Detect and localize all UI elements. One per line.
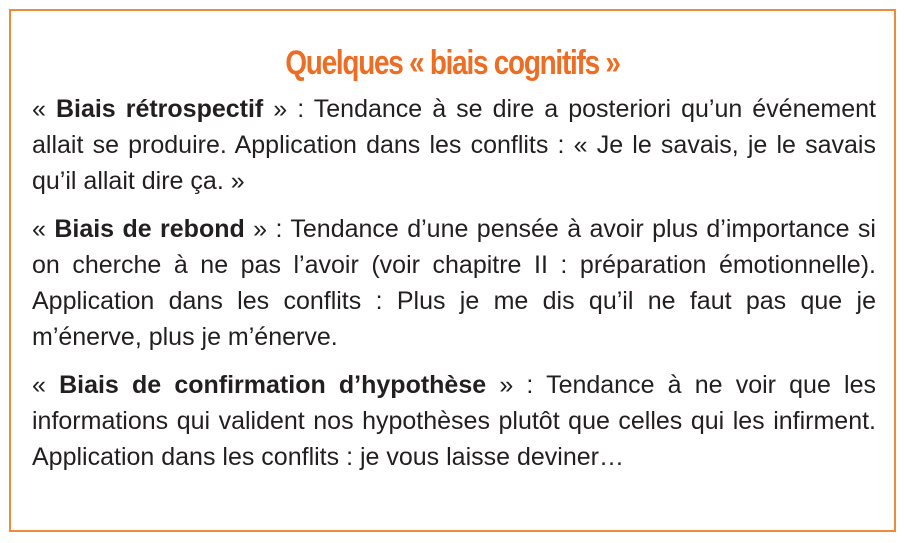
open-quote: «	[32, 95, 56, 123]
close-quote: »	[486, 371, 514, 399]
close-quote: »	[244, 215, 268, 243]
open-quote: «	[32, 371, 60, 399]
paragraph-biais-de-rebond	[32, 211, 876, 355]
box-title: Quelques « biais cognitifs »	[285, 44, 620, 82]
definition-text: : Tendance à se dire a posteriori qu’un événement allait se produire. Application dans les conflits : « Je le savais, je le savais qu’il allait dire ça. »	[32, 95, 876, 195]
term-biais-retrospectif: Biais rétrospectif	[55, 95, 264, 123]
close-quote: »	[263, 95, 288, 123]
box-content	[32, 91, 876, 475]
term-biais-de-confirmation: Biais de confirmation d’hypothèse	[59, 371, 487, 399]
paragraph-biais-retrospectif	[32, 91, 876, 199]
definition-text: : Tendance à ne voir que les informations qui valident nos hypothèses plutôt que celles qui les infirment. Application dans les conflits : je vous laisse deviner…	[32, 371, 876, 471]
paragraph-biais-de-confirmation	[32, 367, 876, 475]
info-box	[9, 9, 896, 532]
definition-text: : Tendance d’une pensée à avoir plus d’importance si on cherche à ne pas l’avoir (voir chapitre II : préparation émotionnelle). Application dans les conflits : Plus je me dis qu’il ne faut pas que je m’énerve, plus je m’énerve.	[32, 215, 876, 351]
term-biais-de-rebond: Biais de rebond	[54, 215, 245, 243]
open-quote: «	[32, 215, 55, 243]
